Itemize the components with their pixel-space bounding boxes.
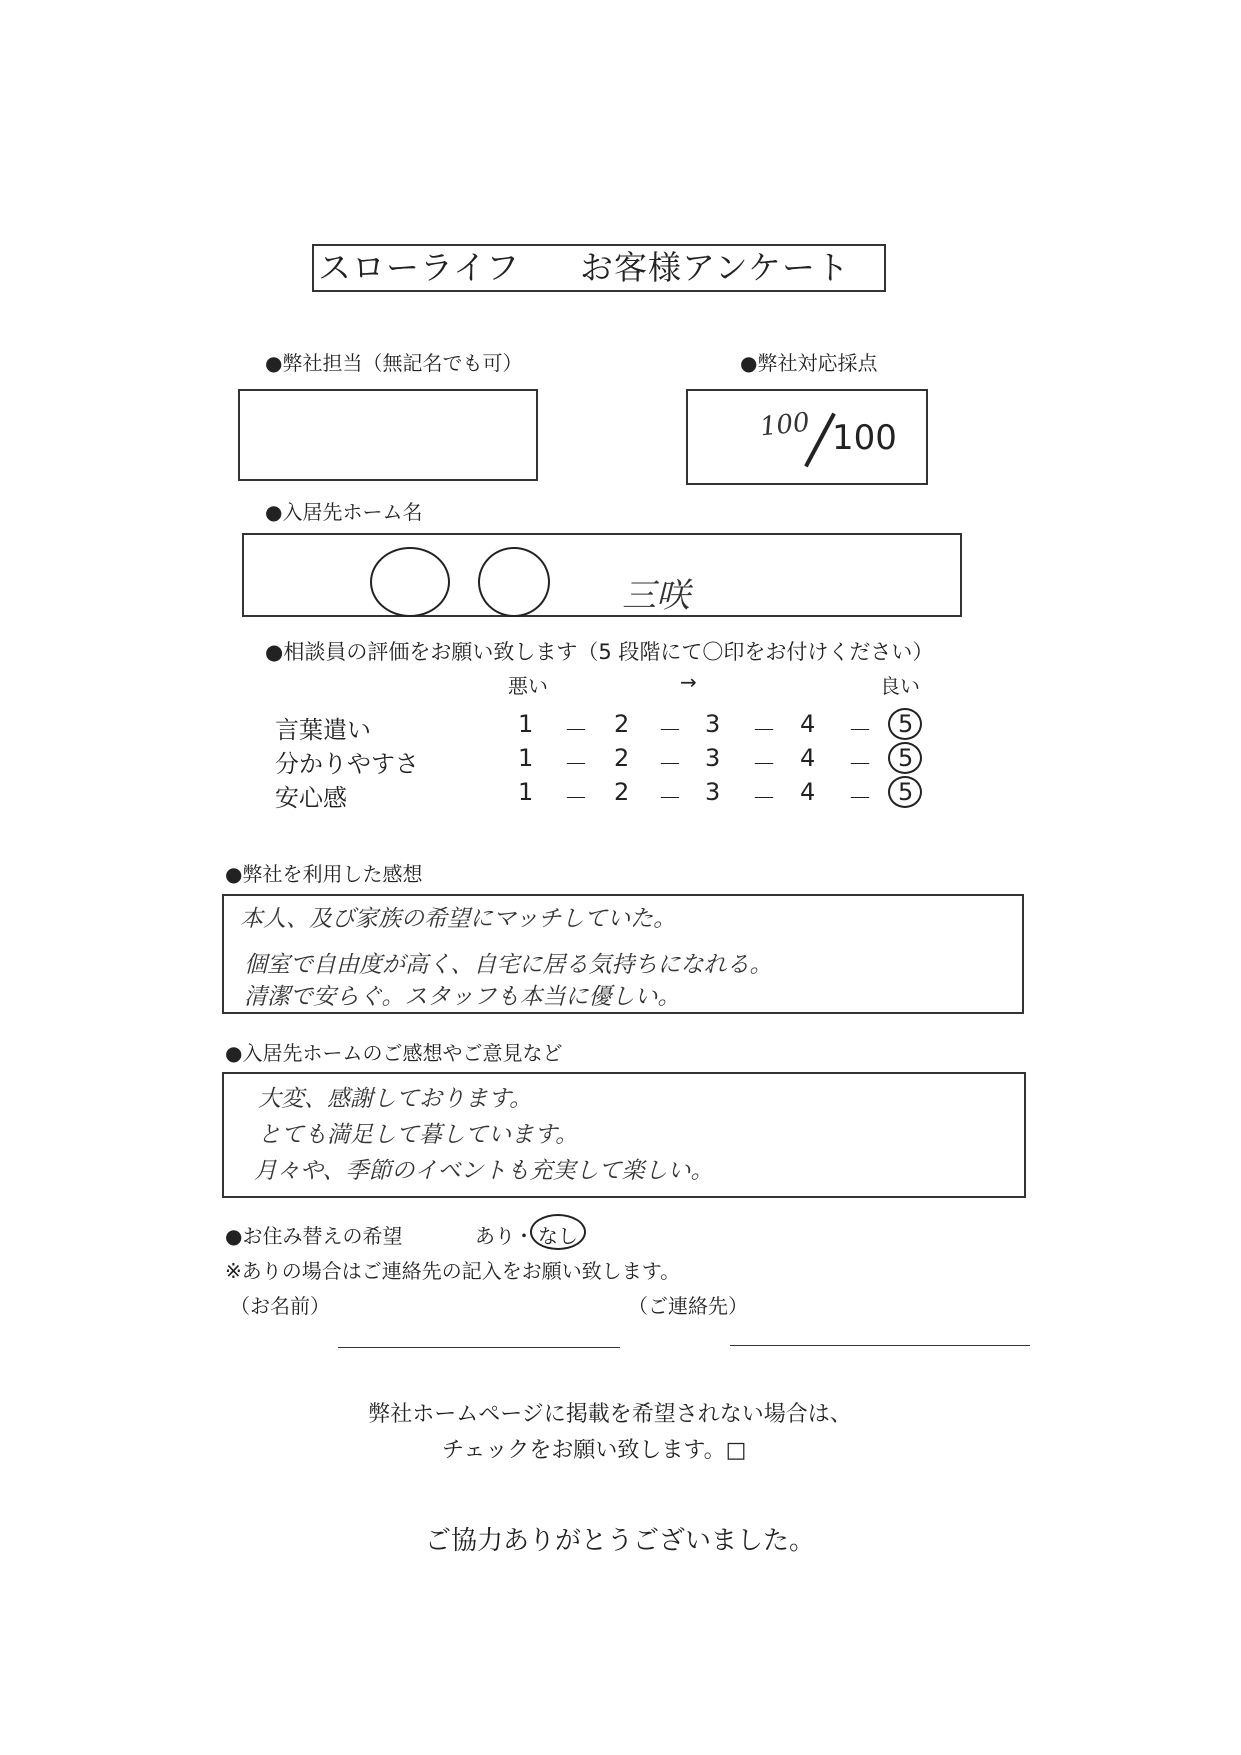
rating-option-1[interactable]: 1 <box>518 744 534 772</box>
title-part1: スローライフ <box>318 248 521 287</box>
staff-label: ●弊社担当（無記名でも可） <box>265 351 523 375</box>
relocation-no-selected-ring <box>530 1214 586 1250</box>
rating-dash: － <box>564 784 588 812</box>
rating-option-1[interactable]: 1 <box>518 778 534 806</box>
title-part2: お客様アンケート <box>580 248 851 287</box>
name-label: （お名前） <box>230 1294 330 1318</box>
rating-option-3[interactable]: 3 <box>705 744 721 772</box>
rating-item-label: 分かりやすさ <box>275 750 419 778</box>
homepage-note-line2 <box>442 1433 746 1464</box>
home-feedback-label: ●入居先ホームのご感想やご意見など <box>225 1041 563 1065</box>
rating-option-2[interactable]: 2 <box>614 744 630 772</box>
rating-option-5[interactable]: 5 <box>898 778 914 806</box>
thanks-message: ご協力ありがとうございました。 <box>424 1526 815 1556</box>
home-name-handwritten: 三咲 <box>622 576 690 616</box>
impression-line-1: 本人、及び家族の希望にマッチしていた。 <box>240 906 677 932</box>
rating-option-2[interactable]: 2 <box>614 778 630 806</box>
rating-dash: － <box>848 716 872 744</box>
rating-option-3[interactable]: 3 <box>705 710 721 738</box>
feedback-line-1: 大変、感謝しております。 <box>258 1086 533 1112</box>
redacted-circle-2 <box>478 547 550 617</box>
rating-option-4[interactable]: 4 <box>800 778 816 806</box>
rating-dash: － <box>752 784 776 812</box>
rating-selected-ring <box>888 708 922 740</box>
rating-option-3[interactable]: 3 <box>705 778 721 806</box>
feedback-line-3: 月々や、季節のイベントも充実して楽しい。 <box>254 1158 714 1184</box>
redacted-circle-1 <box>370 547 450 617</box>
homepage-note-line1: 弊社ホームページに掲載を希望されない場合は、 <box>368 1402 852 1427</box>
rating-option-2[interactable]: 2 <box>614 710 630 738</box>
rating-option-5[interactable]: 5 <box>898 744 914 772</box>
rating-selected-ring <box>888 776 922 808</box>
score-handwritten: 100 <box>758 407 812 443</box>
score-max: 100 <box>832 418 897 458</box>
rating-arrow: → <box>680 670 697 694</box>
rating-bad-label: 悪い <box>508 674 548 698</box>
rating-dash: － <box>658 784 682 812</box>
rating-dash: － <box>752 750 776 778</box>
homepage-optout-checkbox[interactable]: □ <box>725 1438 747 1463</box>
rating-option-4[interactable]: 4 <box>800 744 816 772</box>
staff-name-field[interactable] <box>238 389 538 481</box>
homepage-note-text: チェックをお願い致します。 <box>442 1438 726 1463</box>
contact-input-line[interactable] <box>730 1345 1030 1346</box>
feedback-line-2: とても満足して暮しています。 <box>258 1122 579 1148</box>
rating-dash: － <box>564 716 588 744</box>
home-name-label: ●入居先ホーム名 <box>265 500 423 524</box>
rating-item-label: 言葉遣い <box>275 716 371 744</box>
name-input-line[interactable] <box>338 1347 620 1348</box>
rating-dash: － <box>658 750 682 778</box>
relocation-yes[interactable]: あり <box>475 1224 515 1248</box>
home-name-field[interactable] <box>242 533 962 617</box>
relocation-no[interactable]: なし <box>538 1224 578 1248</box>
rating-option-4[interactable]: 4 <box>800 710 816 738</box>
rating-item-label: 安心感 <box>275 784 347 812</box>
rating-selected-ring <box>888 742 922 774</box>
rating-option-1[interactable]: 1 <box>518 710 534 738</box>
relocation-note: ※ありの場合はご連絡先の記入をお願い致します。 <box>225 1259 681 1283</box>
relocation-separator: ・ <box>514 1224 534 1248</box>
rating-good-label: 良い <box>880 674 920 698</box>
survey-title <box>312 244 886 292</box>
impression-label: ●弊社を利用した感想 <box>225 862 423 886</box>
rating-label: ●相談員の評価をお願い致します（5 段階にて〇印をお付けください） <box>265 640 934 664</box>
rating-dash: － <box>752 716 776 744</box>
contact-label: （ご連絡先） <box>628 1294 748 1318</box>
rating-dash: － <box>658 716 682 744</box>
rating-dash: － <box>564 750 588 778</box>
rating-option-5[interactable]: 5 <box>898 710 914 738</box>
impression-line-3: 清潔で安らぐ。スタッフも本当に優しい。 <box>244 984 681 1010</box>
relocation-label: ●お住み替えの希望 <box>225 1224 403 1248</box>
rating-dash: － <box>848 750 872 778</box>
rating-dash: － <box>848 784 872 812</box>
impression-line-2: 個室で自由度が高く、自宅に居る気持ちになれる。 <box>244 952 773 978</box>
score-label: ●弊社対応採点 <box>740 351 878 375</box>
